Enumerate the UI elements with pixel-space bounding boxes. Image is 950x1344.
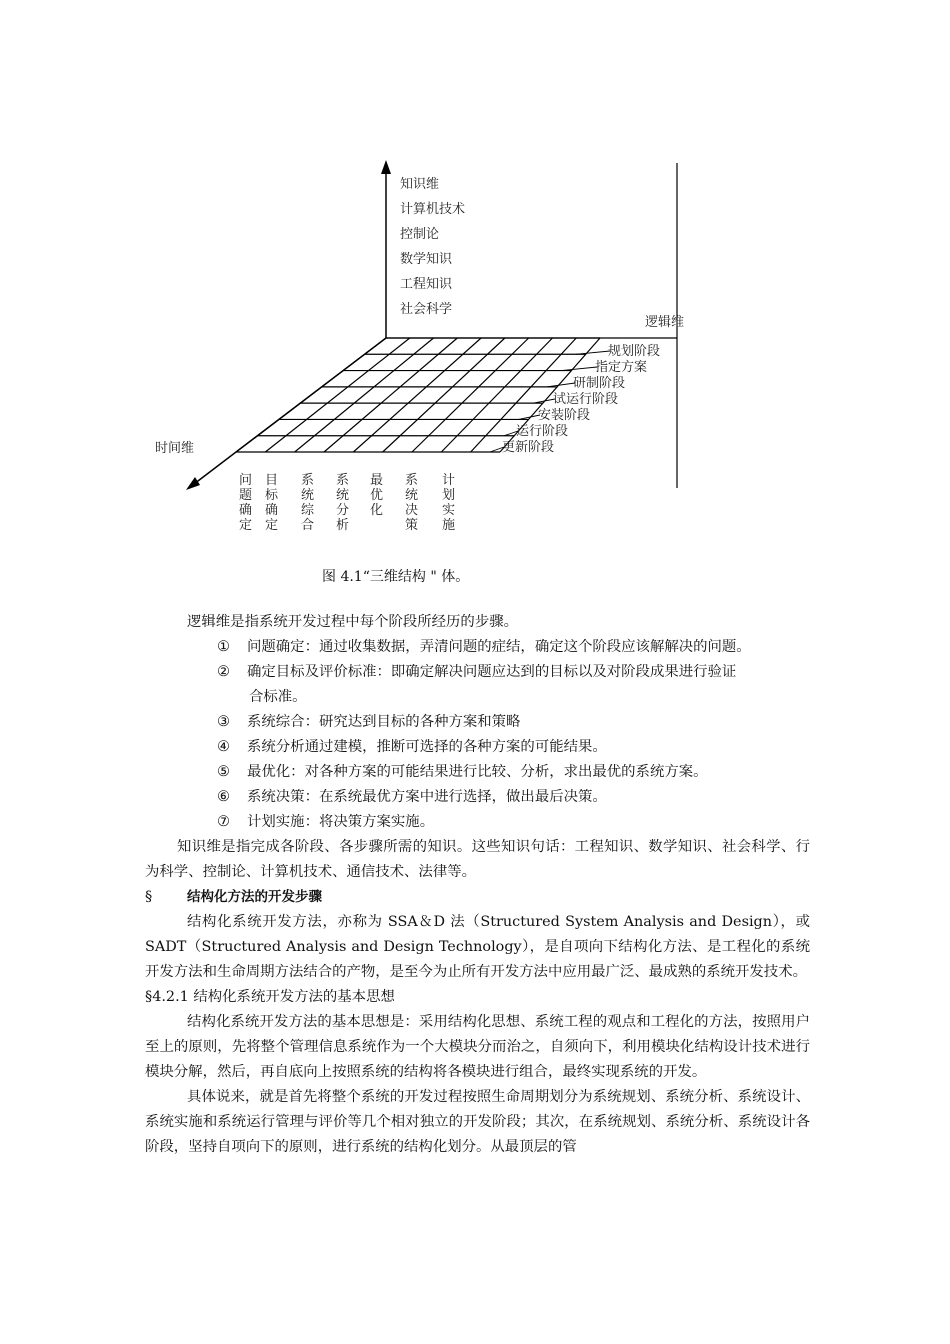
item-number: ② xyxy=(217,664,230,680)
knowledge-label: 控制论 xyxy=(400,227,440,242)
section-heading xyxy=(145,885,810,910)
grid-column-line xyxy=(324,338,457,452)
stage-leader-line xyxy=(547,383,575,387)
step-label-text: 系统分析 xyxy=(336,473,350,533)
detail-paragraph: 具体说来，就是首先将整个系统的开发过程按照生命周期划分为系统规划、系统分析、系统设计、系统实施和系统运行管理与评价等几个相对独立的开发阶段；其次，在系统规划、系统分析、系统设计各阶段，坚持自项向下的原则，进行系统的结构化划分。从最顶层的管 xyxy=(145,1089,810,1155)
item-number: ③ xyxy=(217,714,230,730)
knowledge-label: 数学知识 xyxy=(400,252,453,267)
grid-column-line xyxy=(412,338,529,452)
item-text: 确定目标及评价标准：即确定解决问题应达到的目标以及对阶段成果进行验证 xyxy=(247,664,737,680)
item-number: ④ xyxy=(217,739,230,755)
step-label xyxy=(265,473,279,533)
stage-label: 运行阶段 xyxy=(516,424,569,439)
list-item xyxy=(217,785,810,810)
item-text: 问题确定：通过收集数据，弄清问题的症结，确定这个阶段应该解解决的问题。 xyxy=(247,639,751,655)
item-number: ① xyxy=(217,639,230,655)
three-dimension-structure-diagram xyxy=(0,0,950,560)
item-text: 计划实施：将决策方案实施。 xyxy=(247,814,435,830)
item-text: 系统分析通过建模，推断可选择的各种方案的可能结果。 xyxy=(247,739,607,755)
item-number: ⑥ xyxy=(217,789,230,805)
knowledge-label: 计算机技术 xyxy=(400,202,466,217)
step-label xyxy=(442,472,455,533)
step-label xyxy=(301,473,315,533)
step-label-text: 目标确定 xyxy=(265,473,279,533)
grid-column-line xyxy=(353,338,481,452)
step-label xyxy=(239,473,252,533)
section-title: 结构化方法的开发步骤 xyxy=(187,889,322,905)
sadt-paragraph: 结构化系统开发方法，亦称为 SSA＆D 法（Structured System Analysis and Design），或 SADT（Structured Analysis and Design Technology），是自项向下结构化方法、是工程化的系统开发方法和生命周期方法结合的产物，是至今为止所有开发方法中应用最广泛、最成熟的系统开发技术。 xyxy=(145,914,810,980)
section-symbol: § xyxy=(145,889,153,905)
knowledge-label: 知识维 xyxy=(400,177,440,192)
item-text: 系统综合：研究达到目标的各种方案和策略 xyxy=(247,714,521,730)
step-label-text: 系统综合 xyxy=(301,473,315,533)
time-axis-arrowhead xyxy=(186,477,200,490)
list-item xyxy=(217,635,810,660)
step-label-text: 系统决策 xyxy=(405,473,419,533)
time-axis-label: 时间维 xyxy=(155,441,195,456)
step-label xyxy=(405,473,418,533)
knowledge-axis-arrowhead xyxy=(381,160,391,174)
idea-paragraph: 结构化系统开发方法的基本思想是：采用结构化思想、系统工程的观点和工程化的方法，按照用户至上的原则，先将整个管理信息系统作为一个大模块分而治之，自须向下，利用模块化结构设计技术进行模块分解，然后，再自底向上按照系统的结构将各模块进行组合，最终实现系统的开发。 xyxy=(145,1014,810,1080)
step-label-text: 计划实施 xyxy=(442,473,456,533)
stage-label: 试运行阶段 xyxy=(553,392,619,407)
stage-label: 指定方案 xyxy=(595,360,648,375)
step-label-text: 最优化 xyxy=(370,473,384,518)
step-label-text: 问题确定 xyxy=(239,473,253,533)
item-number: ⑤ xyxy=(217,764,230,780)
list-item xyxy=(217,710,810,735)
subsection-title: §4.2.1 结构化系统开发方法的基本思想 xyxy=(145,989,395,1005)
figure-caption: 图 4.1“三维结构 " 体。 xyxy=(322,569,470,585)
step-labels xyxy=(239,472,455,533)
knowledge-labels xyxy=(400,177,465,317)
item-text: 系统决策：在系统最优方案中进行选择，做出最后决策。 xyxy=(247,789,607,805)
stage-label: 规划阶段 xyxy=(608,344,661,359)
stage-leader-line xyxy=(576,351,610,354)
list-item-continuation xyxy=(217,685,810,710)
stage-label: 研制阶段 xyxy=(573,376,626,391)
stage-label: 更新阶段 xyxy=(502,440,555,455)
knowledge-label: 工程知识 xyxy=(400,277,453,292)
logic-axis-label: 逻辑维 xyxy=(645,315,685,330)
grid-column-line xyxy=(265,338,409,452)
stage-leader-line xyxy=(561,367,597,371)
logic-intro: 逻辑维是指系统开发过程中每个阶段所经历的步骤。 xyxy=(187,614,518,630)
item-number: ⑦ xyxy=(217,814,230,830)
knowledge-label: 社会科学 xyxy=(400,302,453,317)
stage-label: 安装阶段 xyxy=(538,408,591,423)
list-item xyxy=(217,735,810,760)
list-item xyxy=(217,760,810,785)
item-text: 合标准。 xyxy=(249,689,307,705)
list-item xyxy=(217,660,810,685)
item-text: 最优化：对各种方案的可能结果进行比较、分析，求出最优的系统方案。 xyxy=(247,764,708,780)
body-text xyxy=(145,610,810,1160)
step-label xyxy=(336,473,349,533)
knowledge-intro: 知识维是指完成各阶段、各步骤所需的知识。这些知识句话：工程知识、数学知识、社会科学、行为科学、控制论、计算机技术、通信技术、法律等。 xyxy=(145,839,810,880)
step-label xyxy=(370,473,383,518)
list-item xyxy=(217,810,810,835)
